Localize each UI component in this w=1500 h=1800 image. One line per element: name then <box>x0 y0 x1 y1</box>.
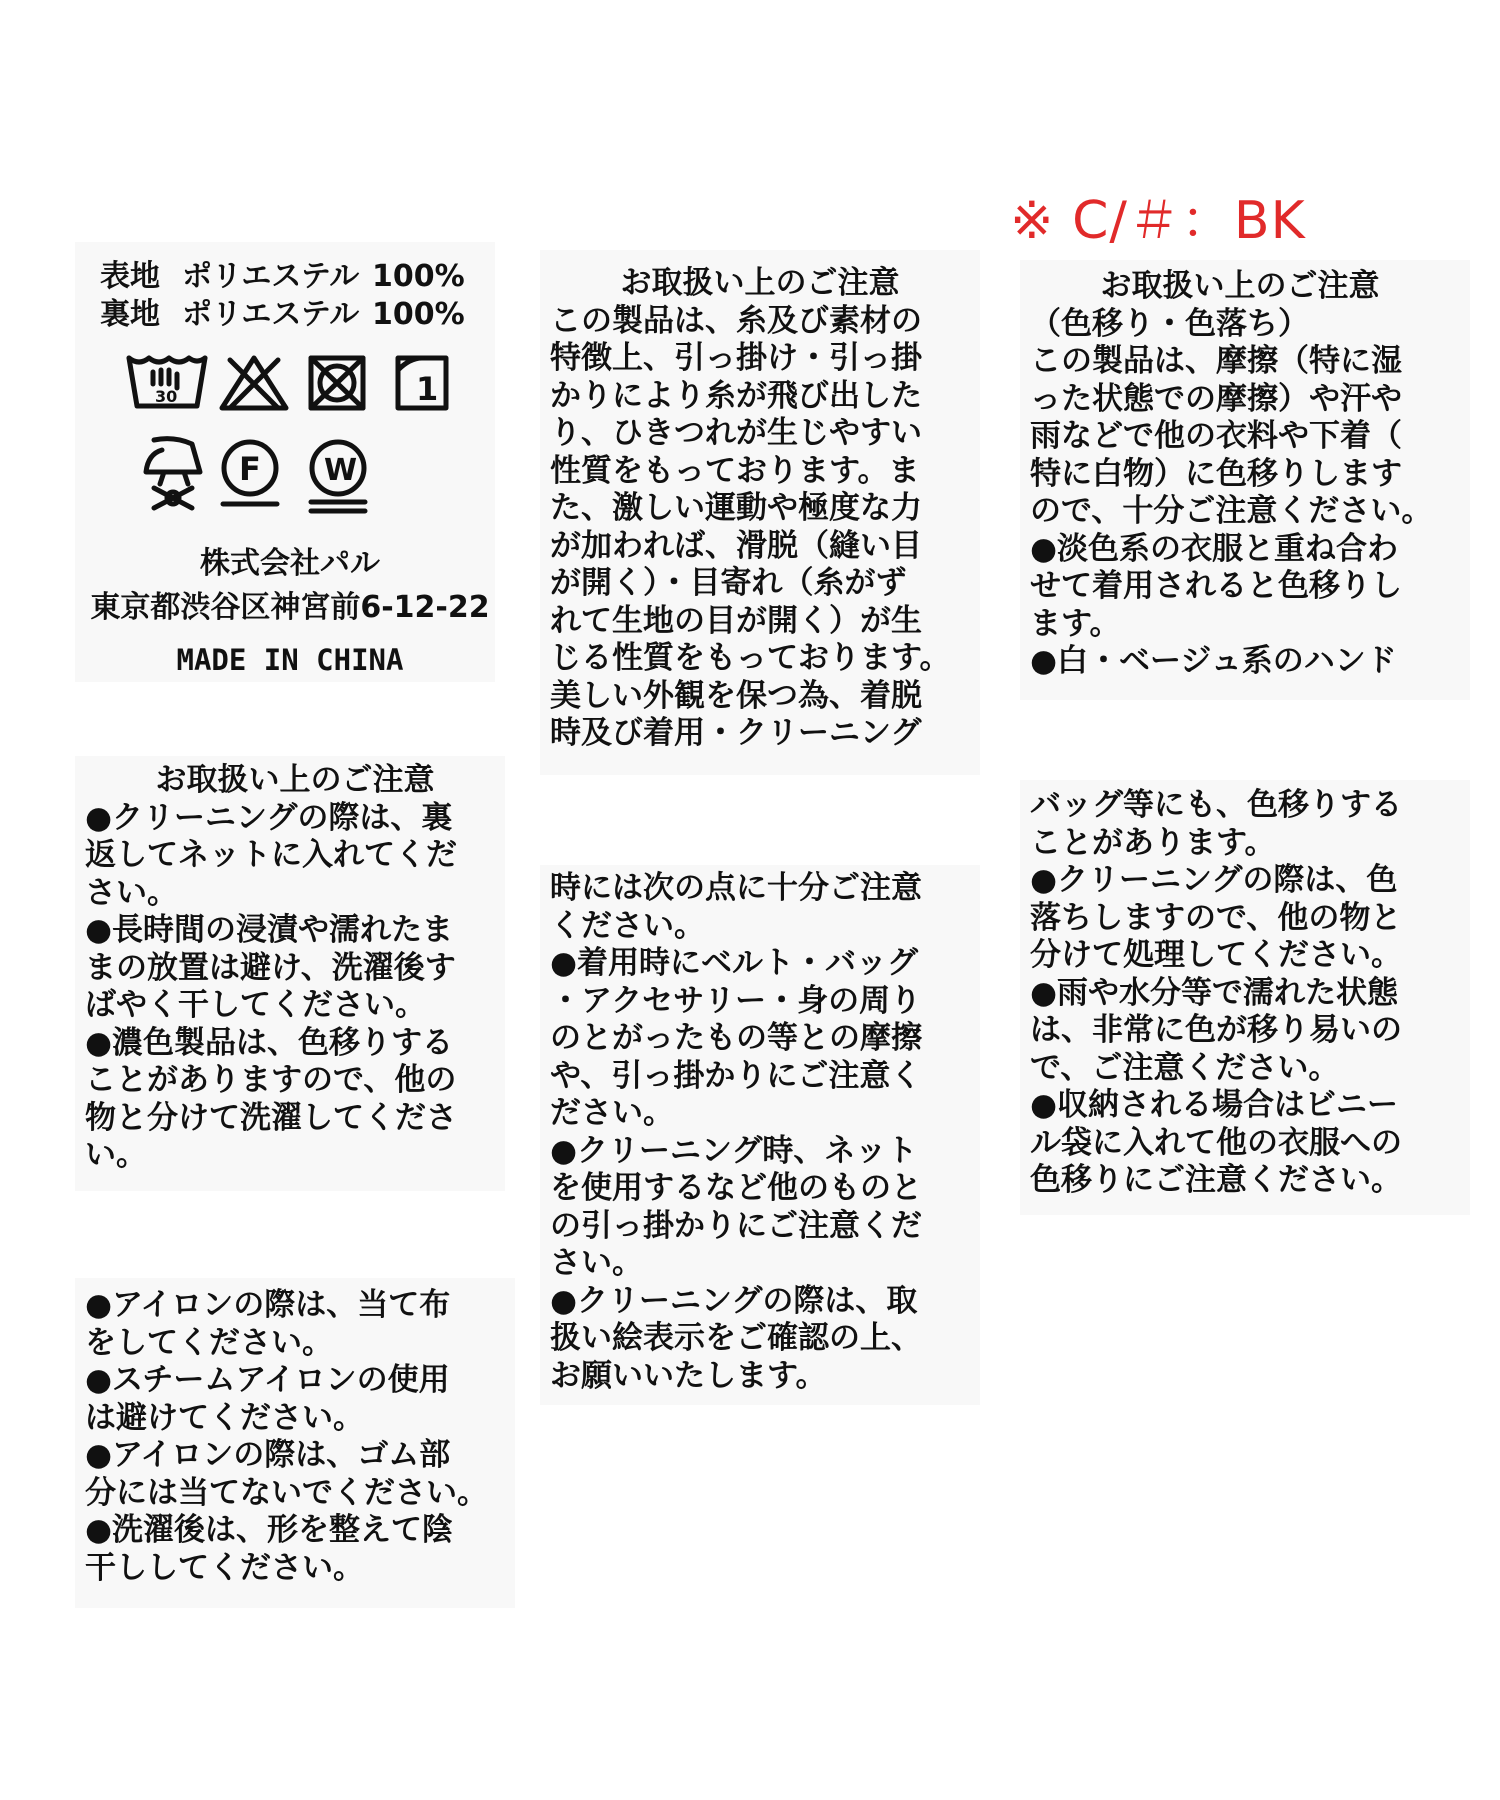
dryclean-letter: F <box>239 450 261 488</box>
care-line: ●アイロンの際は、当て布 <box>85 1287 451 1323</box>
care-line: ●着用時にベルト・バッグ <box>550 945 919 981</box>
care-line: ます。 <box>1030 605 1121 642</box>
care-line: ●クリーニングの際は、色 <box>1030 862 1398 898</box>
country-of-origin: MADE IN CHINA <box>176 643 404 677</box>
care-line: た、激しい運動や極度な力 <box>550 490 922 526</box>
care-line: この製品は、糸及び素材の <box>550 302 922 339</box>
care-line: さい。 <box>85 874 178 911</box>
care-line: 特徴上、引っ掛け・引っ掛 <box>550 340 922 376</box>
care-line: ●スチームアイロンの使用 <box>85 1362 450 1398</box>
col3-care-block <box>1030 268 1450 681</box>
care-line: 落ちしますので、他の物と <box>1030 899 1402 936</box>
care-line: まの放置は避け、洗濯後す <box>85 949 456 986</box>
care-line: 物と分けて洗濯してくださ <box>85 1099 457 1136</box>
no-tumble-dry-icon <box>305 352 369 412</box>
care-line: ●白・ベージュ系のハンド <box>1030 643 1397 679</box>
care-line: で、ご注意ください。 <box>1030 1049 1340 1086</box>
section-title: お取扱い上のご注意 <box>620 265 900 301</box>
care-line: をしてください。 <box>85 1324 333 1361</box>
care-line: 雨などで他の衣料や下着（ <box>1030 418 1402 454</box>
material-percent: 100% <box>372 259 465 294</box>
dry-number: 1 <box>416 370 439 408</box>
care-line: じる性質をもっております。 <box>550 640 951 676</box>
no-bleach-icon <box>218 352 290 412</box>
care-line: れて生地の目が開く）が生 <box>550 602 922 639</box>
company-address: 東京都渋谷区神宮前6-12-22 <box>90 590 490 625</box>
care-line: バッグ等にも、色移りする <box>1030 787 1402 823</box>
col1-care-block <box>85 762 505 1175</box>
care-line: ●アイロンの際は、ゴム部 <box>85 1437 451 1473</box>
color-tag: ※ C/＃：BK <box>1010 191 1306 251</box>
care-line: が開く）・目寄れ（糸がず <box>550 565 907 601</box>
care-line: は、非常に色が移り易いの <box>1030 1012 1402 1048</box>
care-line: を使用するなど他のものと <box>550 1170 922 1206</box>
care-line: ・アクセサリー・身の周り <box>550 982 922 1019</box>
care-line: り、ひきつれが生じやすい <box>550 415 922 451</box>
material-fiber: ポリエステル <box>182 297 360 332</box>
care-line: ●クリーニングの際は、裏 <box>85 799 453 836</box>
care-line: ので、十分ご注意ください。 <box>1030 493 1433 529</box>
care-line: せて着用されると色移りし <box>1030 568 1402 604</box>
line-dry-icon <box>392 352 452 412</box>
care-line: ことがあります。 <box>1030 824 1276 861</box>
material-part: 裏地 <box>100 297 160 332</box>
care-line: 干ししてください。 <box>85 1549 364 1586</box>
care-line: ●濃色製品は、色移りする <box>85 1024 454 1061</box>
company-info <box>85 542 495 682</box>
wetclean-w-icon <box>303 436 373 516</box>
care-line: ことがありますので、他の <box>85 1062 457 1098</box>
col3-care-block-cont <box>1030 787 1402 1200</box>
care-line: お願いいたします。 <box>550 1357 827 1394</box>
wash-temperature: 30 <box>155 387 178 406</box>
care-line: この製品は、摩擦（特に湿 <box>1030 343 1402 379</box>
company-name: 株式会社パル <box>200 546 380 581</box>
care-line: は避けてください。 <box>85 1399 364 1436</box>
material-fiber: ポリエステル <box>182 259 360 294</box>
care-line: 返してネットに入れてくだ <box>85 837 457 873</box>
care-line: ●長時間の浸漬や濡れたま <box>85 912 454 948</box>
care-line: 性質をもっております。ま <box>550 452 920 489</box>
care-line: ●クリーニング時、ネット <box>550 1132 918 1169</box>
care-line: ばやく干してください。 <box>85 987 426 1023</box>
col2-care-block <box>550 265 970 753</box>
section-subtitle: （色移り・色落ち） <box>1030 305 1309 342</box>
care-line: 色移りにご注意ください。 <box>1030 1162 1402 1198</box>
dryclean-f-icon <box>215 436 285 512</box>
col1-iron-block <box>85 1287 488 1587</box>
care-line: 時には次の点に十分ご注意 <box>550 870 922 906</box>
care-line: が加われば、滑脱（縫い目 <box>550 527 922 564</box>
care-line: ●洗濯後は、形を整えて陰 <box>85 1512 454 1548</box>
care-line: ●雨や水分等で濡れた状態 <box>1030 974 1399 1011</box>
care-line: のとがったもの等との摩擦 <box>550 1020 922 1056</box>
care-line: かりにより糸が飛び出した <box>550 377 922 414</box>
care-line: った状態での摩擦）や汗や <box>1030 380 1402 417</box>
care-line: 分けて処理してください。 <box>1030 937 1402 973</box>
material-row-outer <box>100 258 465 296</box>
care-line: ください。 <box>550 907 705 944</box>
material-percent: 100% <box>372 297 465 332</box>
care-line: ださい。 <box>550 1095 674 1131</box>
care-line: 時及び着用・クリーニング <box>550 715 922 751</box>
material-row-lining <box>100 296 465 334</box>
col2-care-block-cont <box>550 870 922 1395</box>
care-line: 美しい外観を保つ為、着脱 <box>550 677 922 714</box>
care-line: ル袋に入れて他の衣服への <box>1030 1124 1402 1161</box>
material-table <box>100 258 465 334</box>
care-line: 扱い絵表示をご確認の上、 <box>550 1320 922 1356</box>
hand-wash-icon <box>125 350 209 412</box>
section-title: お取扱い上のご注意 <box>155 762 435 798</box>
care-line: 分には当てないでください。 <box>85 1474 488 1511</box>
care-line: ●淡色系の衣服と重ね合わ <box>1030 530 1399 567</box>
care-line: ●収納される場合はビニー <box>1030 1087 1399 1123</box>
care-line: い。 <box>85 1137 147 1173</box>
care-line: さい。 <box>550 1245 643 1281</box>
care-line: 特に白物）に色移りします <box>1030 455 1402 492</box>
care-line: ●クリーニングの際は、取 <box>550 1282 918 1319</box>
wetclean-letter: W <box>324 453 358 488</box>
care-line: の引っ掛かりにご注意くだ <box>550 1207 922 1244</box>
section-title: お取扱い上のご注意 <box>1100 268 1380 304</box>
material-part: 表地 <box>100 259 160 294</box>
care-line: や、引っ掛かりにご注意く <box>550 1057 922 1094</box>
iron-icon <box>140 432 206 512</box>
